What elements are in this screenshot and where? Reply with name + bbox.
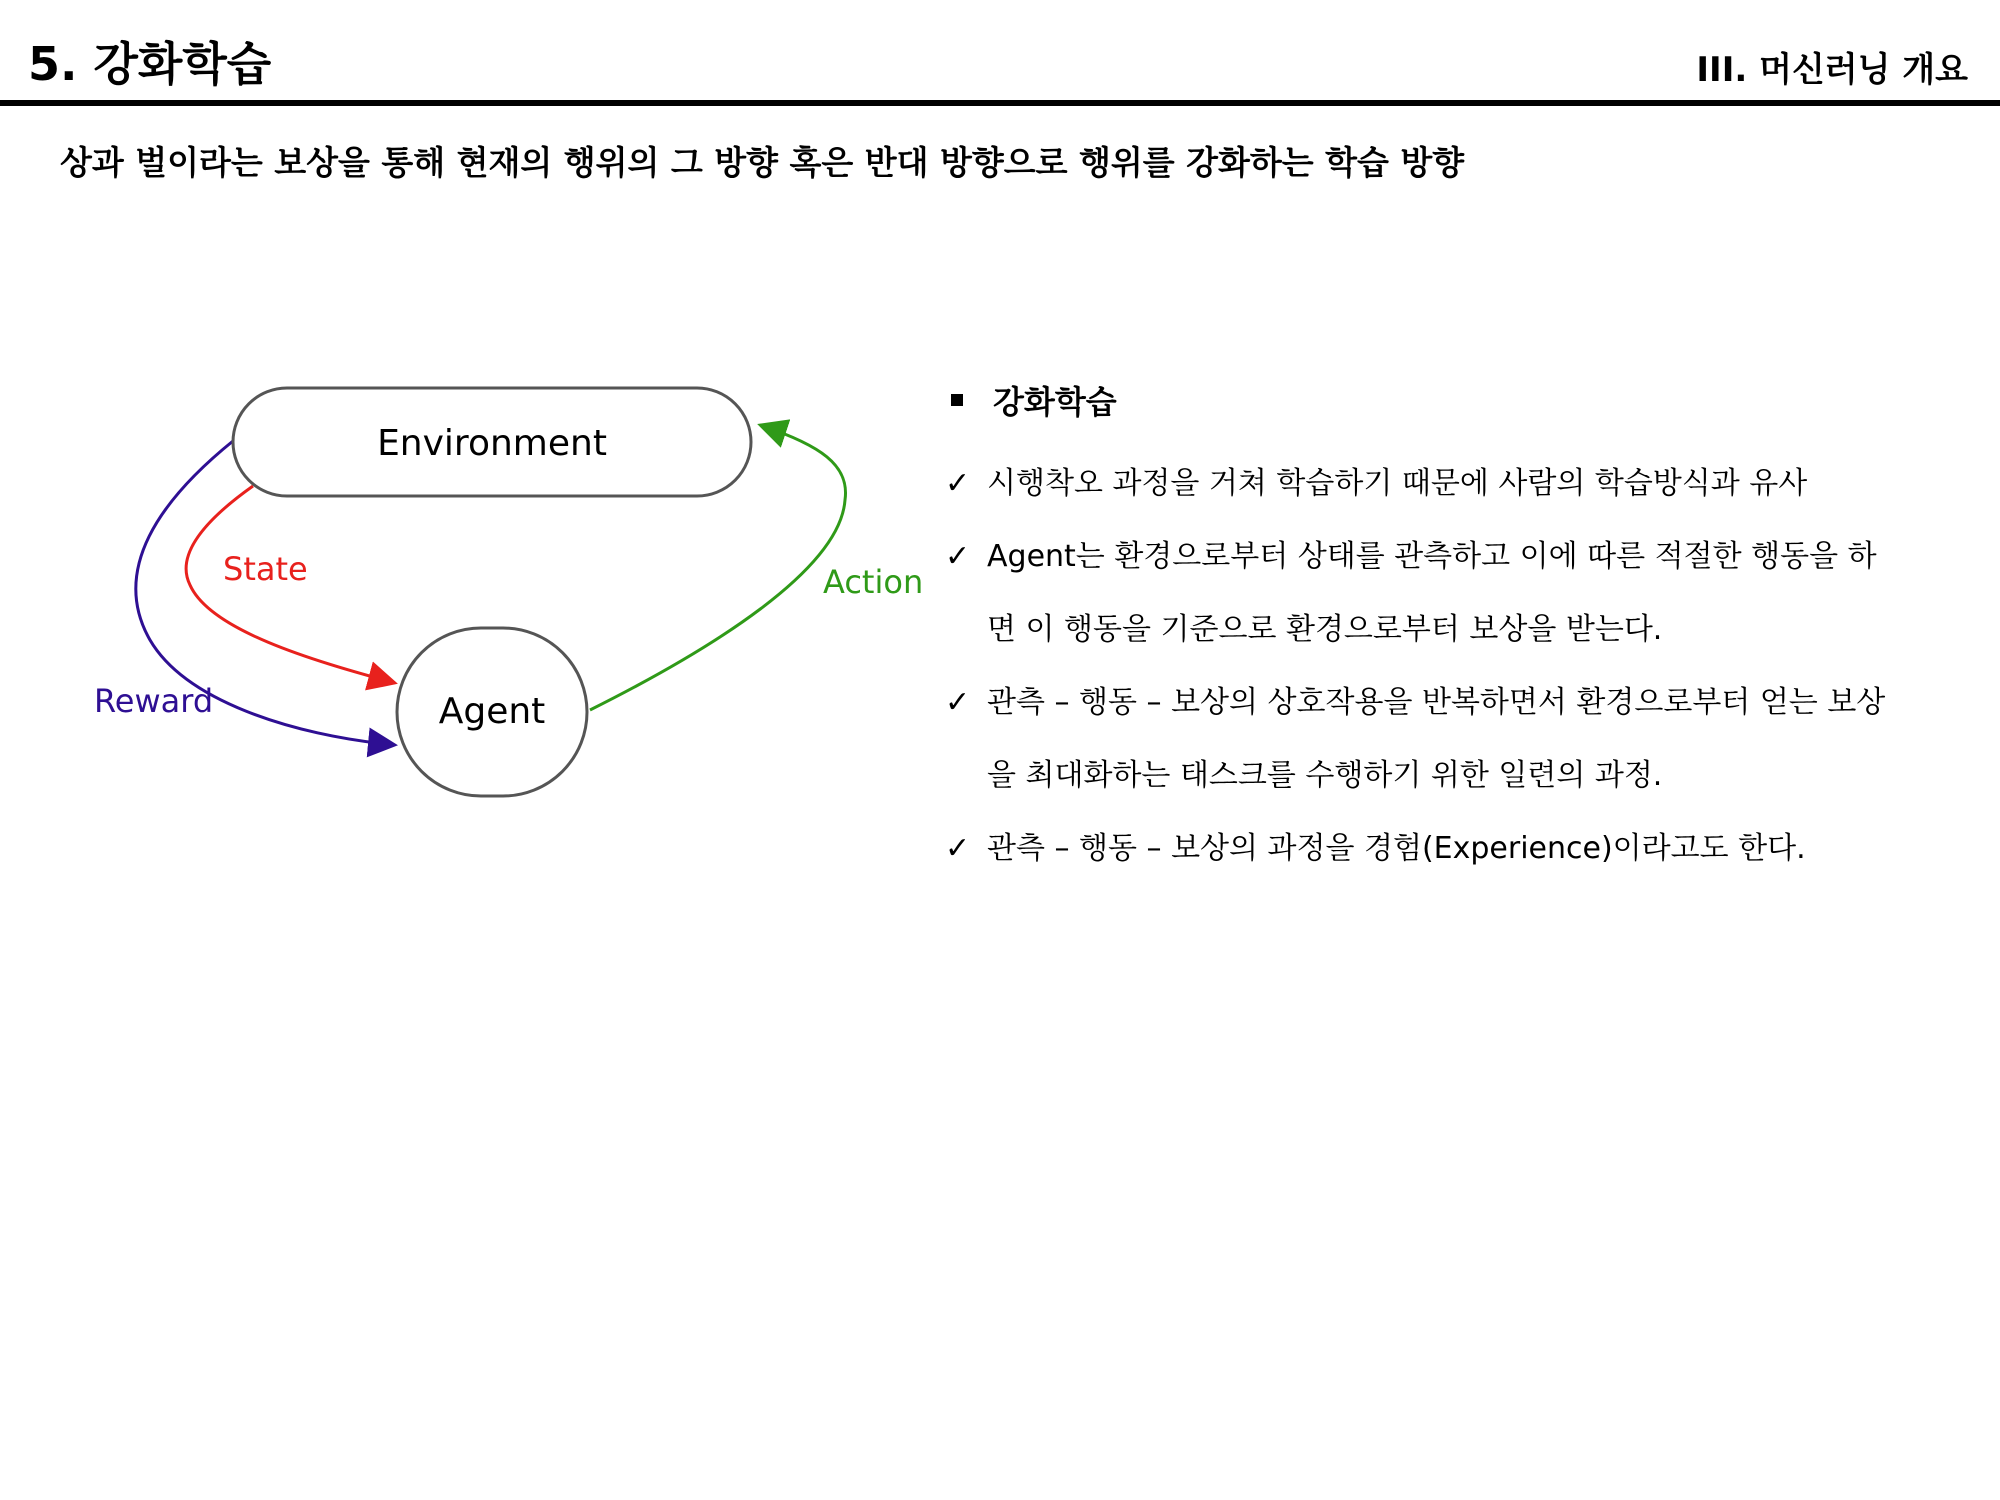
square-bullet-icon	[951, 394, 963, 406]
list-item	[945, 520, 1955, 666]
agent-label: Agent	[438, 691, 546, 732]
checkmark-icon: ✓	[945, 685, 971, 720]
list-item-line: 을 최대화하는 태스크를 수행하기 위한 일련의 과정.	[987, 758, 1663, 793]
list-item-line: 관측 – 행동 – 보상의 상호작용을 반복하면서 환경으로부터 얻는 보상	[987, 685, 1886, 720]
list-item-line: 관측 – 행동 – 보상의 과정을 경험(Experience)이라고도 한다.	[987, 831, 1806, 866]
section-label: III. 머신러닝 개요	[1696, 50, 1968, 90]
page-title: 5. 강화학습	[28, 37, 272, 91]
list-item-text	[987, 447, 1807, 520]
header-divider	[0, 100, 2000, 106]
reinforcement-learning-diagram	[60, 360, 960, 820]
checkmark-icon: ✓	[945, 831, 971, 866]
content-heading-row	[945, 375, 1955, 425]
checkmark-icon: ✓	[945, 466, 971, 501]
list-item	[945, 447, 1955, 520]
list-item-line: Agent는 환경으로부터 상태를 관측하고 이에 따른 적절한 행동을 하	[987, 539, 1877, 574]
list-item-text	[987, 520, 1877, 666]
content-panel	[945, 375, 1955, 885]
content-heading: 강화학습	[993, 383, 1117, 421]
list-item-line: 시행착오 과정을 거쳐 학습하기 때문에 사람의 학습방식과 유사	[987, 466, 1808, 501]
list-item	[945, 812, 1955, 885]
list-item-text	[987, 812, 1806, 885]
reward-label: Reward	[94, 682, 214, 720]
state-label: State	[223, 550, 308, 588]
checkmark-icon: ✓	[945, 539, 971, 574]
list-item-text	[987, 666, 1885, 812]
list-item-line: 면 이 행동을 기준으로 환경으로부터 보상을 받는다.	[987, 612, 1663, 647]
page-subtitle: 상과 벌이라는 보상을 통해 현재의 행위의 그 방향 혹은 반대 방향으로 행위를 강화하는 학습 방향	[60, 143, 1465, 182]
list-item	[945, 666, 1955, 812]
action-label: Action	[823, 563, 924, 601]
environment-label: Environment	[377, 423, 607, 464]
